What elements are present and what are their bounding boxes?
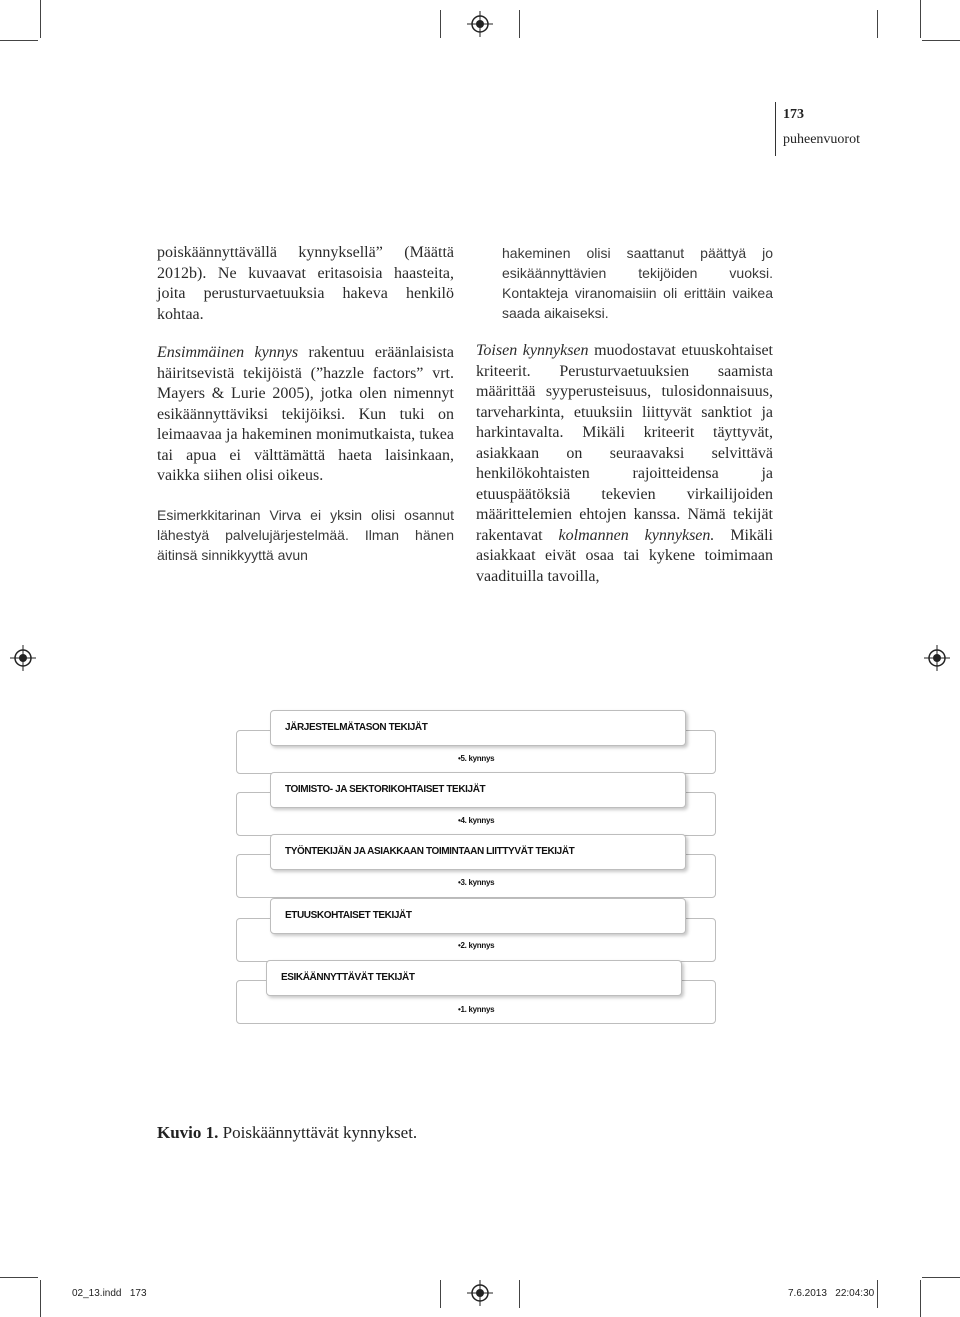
- threshold-label: •5. kynnys: [458, 754, 495, 763]
- registration-mark-icon: [10, 645, 36, 671]
- emphasis-text: Ensimmäinen kynnys: [157, 344, 299, 361]
- left-paragraph-3: Esimerkkitarinan Virva ei yksin olisi osannut lähestyä palvelujärjestelmää. Ilman hänen äitinsä sinnikkyyttä avun: [157, 506, 454, 563]
- crop-mark: [0, 1277, 38, 1278]
- emphasis-text: kolmannen kynnyksen.: [558, 526, 715, 544]
- right-paragraph-2: [476, 341, 773, 587]
- caption-text: Poiskäännyttävät kynnykset.: [218, 1123, 418, 1142]
- header-rule: [775, 102, 776, 156]
- crop-mark: [40, 0, 41, 38]
- figure-label: Kuvio 1.: [157, 1123, 219, 1142]
- crop-mark: [920, 1280, 921, 1317]
- section-name: puheenvuorot: [783, 132, 860, 147]
- crop-mark: [440, 10, 441, 38]
- threshold-label: •1. kynnys: [458, 1005, 495, 1014]
- threshold-label: •3. kynnys: [458, 878, 495, 887]
- crop-mark: [40, 1280, 41, 1317]
- crop-mark: [877, 10, 878, 38]
- right-paragraph-1: hakeminen olisi saattanut päättyä jo esikäännyttävien tekijöiden vuoksi. Kontakteja viranomaisiin oli erittäin vaikea saada aikaiseksi.: [502, 245, 773, 321]
- timestamp-slug: 7.6.2013 22:04:30: [788, 1288, 875, 1299]
- crop-mark: [519, 1280, 520, 1308]
- paragraph-text: muodostavat etuuskohtaiset kriteerit. Perusturvaetuuksien saamista määrittää syyperusteisuus, tulosidonnaisuus, tarveharkinta, etuuksiin liittyvät sanktiot ja harkintavalta. Mikäli kriteerit täyttyvät, asiakkaan on seuraavaksi selvittävä henkilökohtaisten rajoitteidensa ja etuuspäätöksiä tekevien virkailijoiden määrittelemien ehtojen kanssa. Nämä tekijät rakentavat: [476, 342, 774, 544]
- crop-mark: [922, 40, 960, 41]
- left-paragraph-2: [157, 343, 454, 487]
- level-box: ESIKÄÄNNYTTÄVÄT TEKIJÄT: [266, 960, 682, 996]
- page-number: 173: [783, 107, 804, 122]
- registration-mark-icon: [467, 11, 493, 37]
- paragraph-text: Mikäli asiakkaat eivät osaa tai kykene toimimaan vaadituilla tavoilla,: [476, 526, 773, 585]
- left-paragraph-1: poiskäännyttävällä kynnyksellä” (Määttä 2012b). Ne kuvaavat eritasoisia haasteita, joita perusturvaetuuksia hakeva henkilö kohtaa.: [157, 244, 454, 323]
- registration-mark-icon: [467, 1280, 493, 1306]
- threshold-label: •4. kynnys: [458, 816, 495, 825]
- level-box: JÄRJESTELMÄTASON TEKIJÄT: [270, 710, 686, 746]
- level-box: TYÖNTEKIJÄN JA ASIAKKAAN TOIMINTAAN LIITTYVÄT TEKIJÄT: [270, 834, 686, 870]
- crop-mark: [0, 40, 38, 41]
- crop-mark: [922, 1277, 960, 1278]
- threshold-label: •2. kynnys: [458, 941, 495, 950]
- crop-mark: [920, 0, 921, 38]
- level-box: TOIMISTO- JA SEKTORIKOHTAISET TEKIJÄT: [270, 772, 686, 808]
- threshold-diagram: [236, 710, 716, 1040]
- figure-caption: [157, 1123, 417, 1143]
- emphasis-text: Toisen kynnyksen: [476, 342, 589, 359]
- level-box: ETUUSKOHTAISET TEKIJÄT: [270, 898, 686, 934]
- crop-mark: [877, 1280, 878, 1308]
- left-column: [157, 243, 454, 565]
- registration-mark-icon: [924, 645, 950, 671]
- right-column: [476, 243, 773, 587]
- crop-mark: [519, 10, 520, 38]
- paragraph-text: rakentuu eräänlaisista häiritsevistä tekijöistä (”hazzle factors” vrt. Mayers & Lurie 2005), jotka olen nimennyt esikäännyttäviksi tekijöiksi. Kun tuki on leimaavaa ja hakeminen monimutkaista, tukea tai apua ei välttämättä haeta laisinkaan, vaikka siihen olisi oikeus.: [157, 344, 454, 484]
- file-slug: 02_13.indd 173: [72, 1288, 147, 1299]
- crop-mark: [440, 1280, 441, 1308]
